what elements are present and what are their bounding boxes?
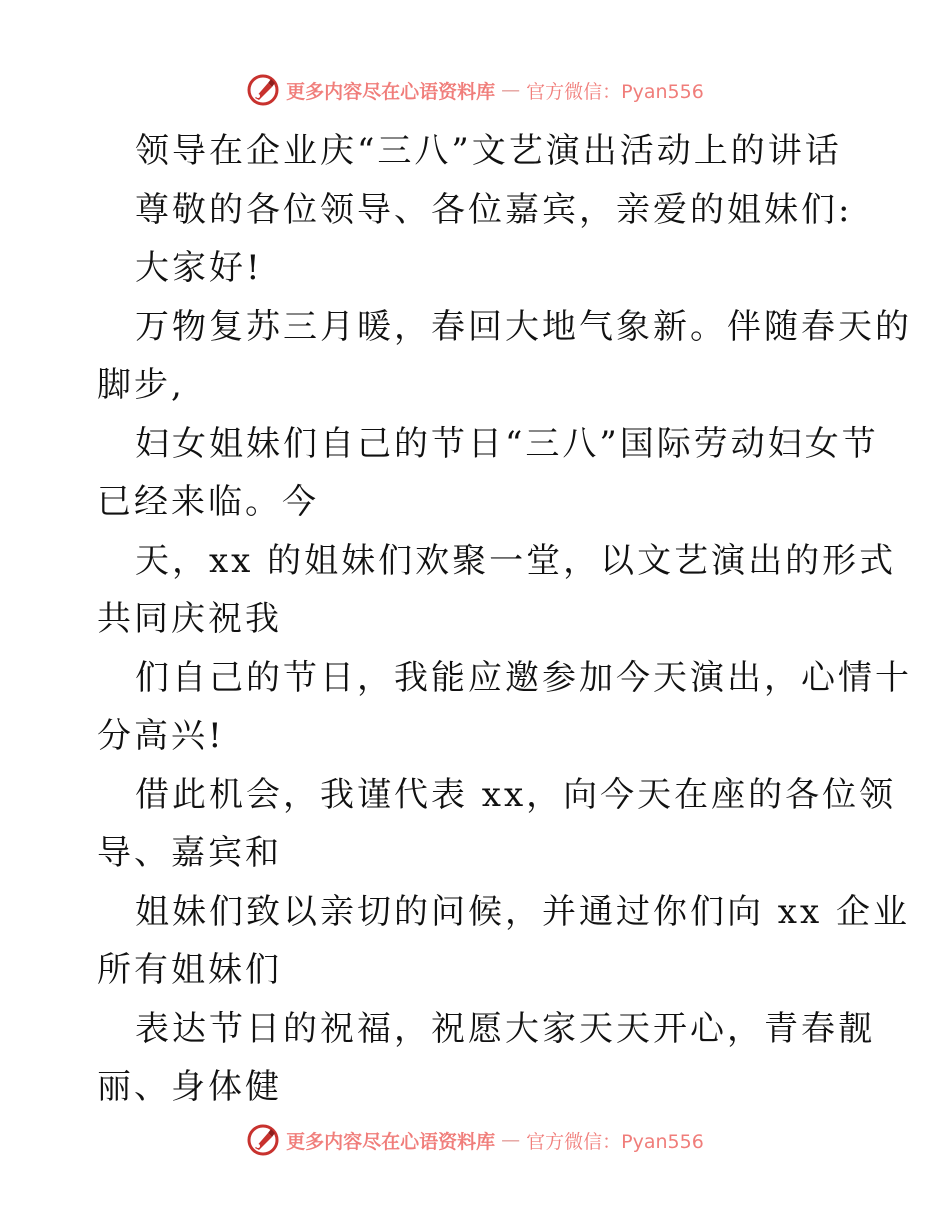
watermark-text: 更多内容尽在心语资料库 xyxy=(286,80,496,103)
document-body xyxy=(97,122,912,1117)
body-line: 丽、身体健 xyxy=(97,1067,282,1107)
pen-nib-seal-icon xyxy=(246,1123,280,1157)
body-line: 妇女姐妹们自己的节日“三八”国际劳动妇女节 xyxy=(135,423,879,464)
body-line: 分高兴! xyxy=(97,716,225,756)
pen-nib-seal-icon xyxy=(246,73,280,107)
watermark-wechat: 官方微信：Pyan556 xyxy=(526,80,704,103)
watermark-text: 更多内容尽在心语资料库 xyxy=(286,1130,496,1153)
body-line: 天，xx 的姐妹们欢聚一堂，以文艺演出的形式 xyxy=(135,540,897,581)
greeting: 大家好! xyxy=(135,248,263,288)
body-line: 们自己的节日，我能应邀参加今天演出，心情十 xyxy=(135,657,912,698)
body-line: 万物复苏三月暖，春回大地气象新。伴随春天的 xyxy=(135,306,912,347)
body-line: 借此机会，我谨代表 xx，向今天在座的各位领 xyxy=(135,774,897,815)
watermark-separator: — xyxy=(501,1129,521,1151)
document-title: 领导在企业庆“三八”文艺演出活动上的讲话 xyxy=(135,131,842,171)
body-line: 导、嘉宾和 xyxy=(97,833,282,873)
watermark-separator: — xyxy=(501,79,521,101)
watermark-wechat: 官方微信：Pyan556 xyxy=(526,1130,704,1153)
salutation: 尊敬的各位领导、各位嘉宾，亲爱的姐妹们: xyxy=(135,189,853,230)
body-line: 所有姐妹们 xyxy=(97,950,282,990)
body-line: 脚步, xyxy=(97,365,185,405)
body-line: 姐妹们致以亲切的问候，并通过你们向 xx 企业 xyxy=(135,891,910,932)
footer-watermark xyxy=(0,1120,950,1160)
header-watermark xyxy=(0,70,950,110)
body-line: 已经来临。今 xyxy=(97,482,319,522)
body-line: 共同庆祝我 xyxy=(97,599,282,639)
body-line: 表达节日的祝福，祝愿大家天天开心，青春靓 xyxy=(135,1008,875,1049)
